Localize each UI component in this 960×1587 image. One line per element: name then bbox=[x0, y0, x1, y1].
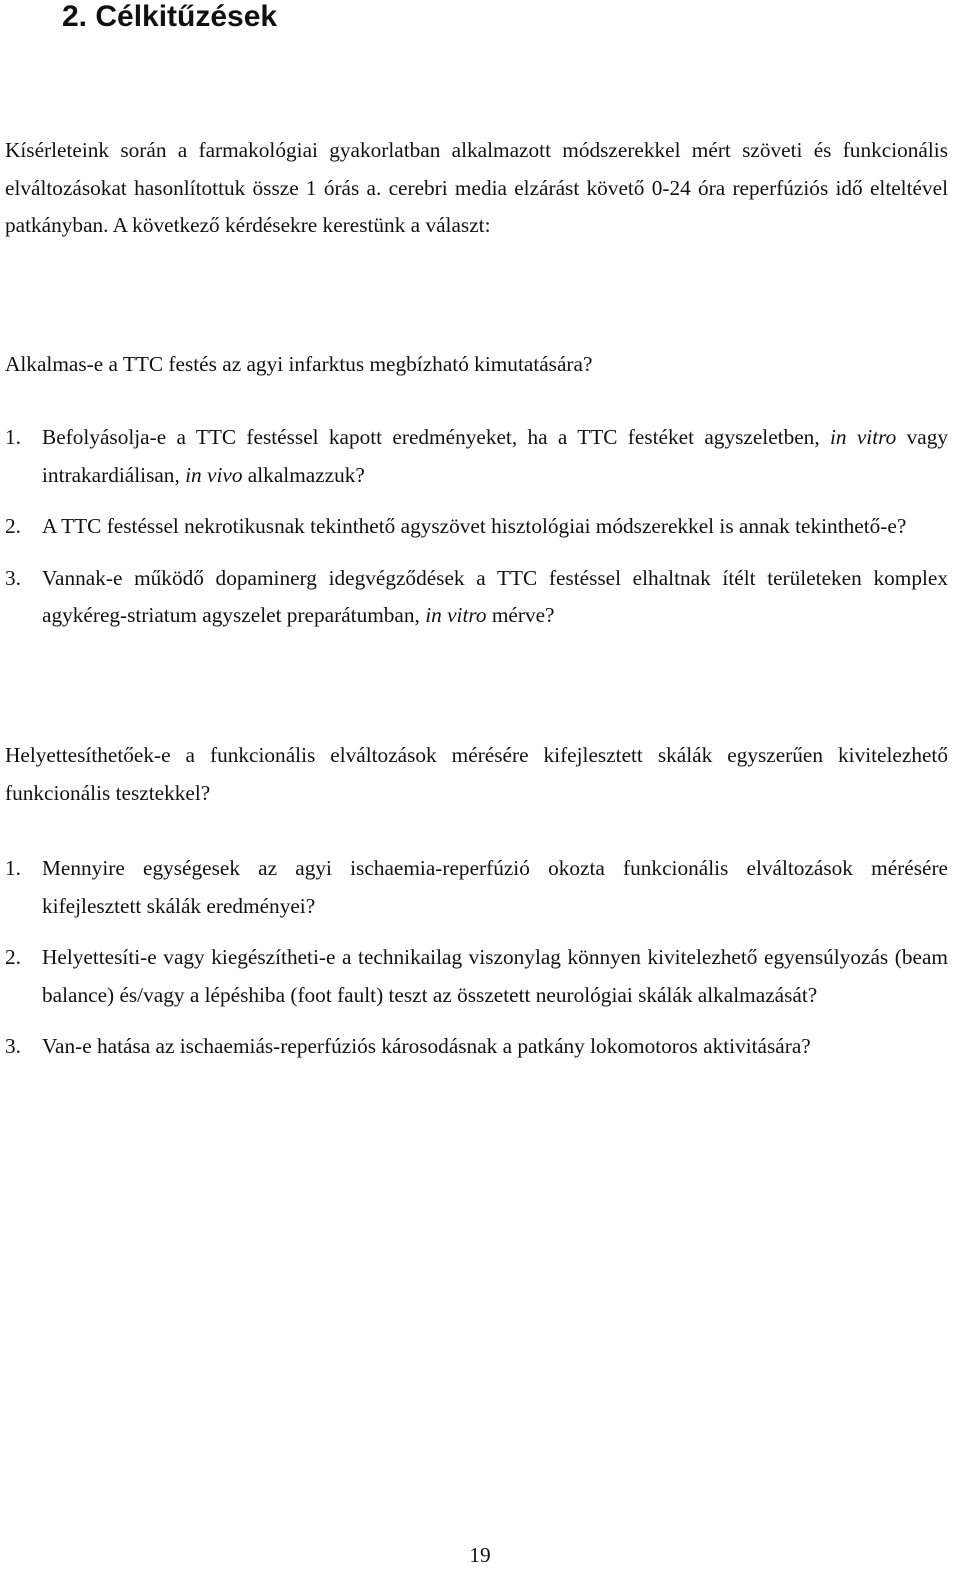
list-item-number: 1. bbox=[5, 425, 21, 449]
list-item-number: 3. bbox=[5, 565, 21, 590]
list-item-number: 2. bbox=[5, 945, 21, 969]
list-item bbox=[0, 419, 948, 494]
intro-paragraph: Kísérleteink során a farmakológiai gyakorlatban alkalmazott módszerekkel mért szöveti és funkcionális elváltozásokat hasonlítottuk össze 1 órás a. cerebri media elzárást követő 0-24 óra reperfúziós idő elteltével patkányban. A következő kérdésekre kerestünk a választ: bbox=[5, 138, 948, 237]
list-item bbox=[0, 560, 948, 635]
list-item bbox=[0, 850, 948, 925]
list-item-text: Mennyire egységesek az agyi ischaemia-reperfúzió okozta funkcionális elváltozások mérésére kifejlesztett skálák eredményei? bbox=[42, 856, 948, 918]
section-heading: 2. Célkitűzések bbox=[62, 0, 278, 33]
list-item-number: 2. bbox=[5, 514, 21, 538]
list-item bbox=[0, 508, 948, 546]
list-item-text: A TTC festéssel nekrotikusnak tekinthető agyszövet hisztológiai módszerekkel is annak tekinthető-e? bbox=[42, 514, 907, 538]
italic-term: in vitro bbox=[425, 603, 487, 627]
list-item-number: 1. bbox=[5, 856, 21, 880]
question-2-sublist bbox=[0, 850, 948, 1080]
list-item-text: Van-e hatása az ischaemiás-reperfúziós károsodásnak a patkány lokomotoros aktivitására? bbox=[42, 1034, 811, 1058]
question-1-sublist bbox=[0, 419, 948, 649]
research-question-2: Helyettesíthetőek-e a funkcionális elváltozások mérésére kifejlesztett skálák egyszerűen kivitelezhető funkcionális tesztekkel? bbox=[5, 743, 948, 805]
list-item-number: 3. bbox=[5, 1034, 21, 1058]
list-item-text: Helyettesíti-e vagy kiegészítheti-e a technikailag viszonylag könnyen kivitelezhető egyensúlyozás (beam balance) és/vagy a lépéshiba (foot fault) teszt az összetett neurológiai skálák alkalmazását? bbox=[42, 945, 948, 1007]
list-item-text: Vannak-e működő dopaminerg idegvégződések a TTC festéssel elhaltnak ítélt területeken komplex agykéreg-striatum agyszelet preparátumban, in vitro mérve? bbox=[42, 565, 948, 627]
list-item-text: Befolyásolja-e a TTC festéssel kapott eredményeket, ha a TTC festéket agyszeletben, in vitro vagy intrakardiálisan, in vivo alkalmazzuk? bbox=[42, 425, 948, 487]
research-question-1: Alkalmas-e a TTC festés az agyi infarktus megbízható kimutatására? bbox=[5, 352, 593, 376]
italic-term: in vitro bbox=[829, 425, 897, 449]
page-number: 19 bbox=[469, 1543, 491, 1567]
italic-term: in vivo bbox=[185, 462, 243, 487]
list-item bbox=[0, 939, 948, 1014]
list-item bbox=[0, 1028, 948, 1066]
